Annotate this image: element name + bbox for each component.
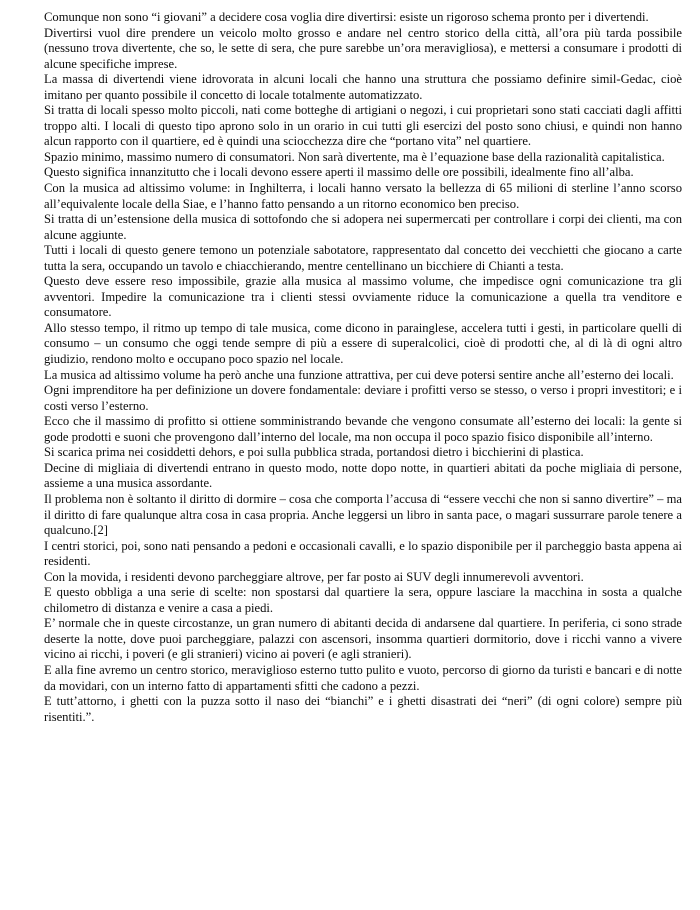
paragraph: I centri storici, poi, sono nati pensando a pedoni e occasionali cavalli, e lo spazio disponibile per il parcheggio basta appena ai residenti. [44,538,682,569]
paragraph: La massa di divertendi viene idrovorata in alcuni locali che hanno una struttura che possiamo definire simil-Gedac, cioè imitano per quanto possibile il concetto di locale totalmente automatizzato. [44,72,682,102]
paragraph: Comunque non sono “i giovani” a decidere cosa voglia dire divertirsi: esiste un rigoroso schema pronto per i divertendi. [44,10,649,24]
paragraph: E alla fine avremo un centro storico, meraviglioso esterno tutto pulito e vuoto, percorso di giorno da turisti e bancari e di notte da movidari, con un interno fatto di appartamenti sfitti che cadono a pezzi. [44,662,682,693]
paragraph: Ogni imprenditore ha per definizione un dovere fondamentale: deviare i profitti verso se stesso, o verso i propri investitori; e i costi verso l’esterno. [44,383,682,413]
paragraph: E tutt’attorno, i ghetti con la puzza sotto il naso dei “bianchi” e i ghetti disastrati dei “neri” (di ogni colore) sempre più risentiti.”. [44,694,682,724]
paragraph: Questo significa innanzitutto che i locali devono essere aperti il massimo delle ore possibili, idealmente fino all’alba. [44,165,634,180]
paragraph: Tutti i locali di questo genere temono un potenziale sabotatore, rappresentato dal concetto dei vecchietti che giocano a carte tutta la sera, occupando un tavolo e chiacchierando, mentre centellinano un bicchiere di Chianti a testa. [44,243,682,273]
paragraph: Si tratta di locali spesso molto piccoli, nati come botteghe di artigiani o negozi, i cui proprietari sono stati cacciati dagli affitti troppo alti. I locali di questo tipo aprono solo in un orario in cui tutti gli esercizi del posto sono chiusi, e quindi non hanno alcun rapporto con il quartiere, ed è quindi una sciocchezza dire che “portano vita” nel quartiere. [44,103,682,149]
paragraph: Con la movida, i residenti devono parcheggiare altrove, per far posto ai SUV degli innumerevoli avventori. [44,569,584,584]
paragraph: Questo deve essere reso impossibile, grazie alla musica al massimo volume, che impedisce ogni comunicazione tra gli avventori. Impedire la comunicazione tra i clienti stessi ovviamente riduce la comunicazione a quella tra venditore e consumatore. [44,274,682,320]
paragraph: Con la musica ad altissimo volume: in Inghilterra, i locali hanno versato la bellezza di 65 milioni di sterline l’anno scorso all’equivalente locale della Siae, e l’hanno fatto pensando a un ritorno economico ben preciso. [44,181,682,211]
paragraph: Spazio minimo, massimo numero di consumatori. Non sarà divertente, ma è l’equazione base della razionalità capitalistica. [44,149,665,164]
paragraph: Allo stesso tempo, il ritmo up tempo di tale musica, come dicono in parainglese, accelera tutti i gesti, in particolare quelli di consumo – un consumo che oggi tende sempre di più a essere di superalcolici, cioè di prodotti che, al di là di ogni altro giudizio, rendono molto e occupano poco spazio nel locale. [44,320,682,367]
document-body [44,10,682,725]
paragraph: Si scarica prima nei cosiddetti dehors, e poi sulla pubblica strada, portandosi dietro i bicchierini di plastica. [44,445,584,460]
paragraph: E questo obbliga a una serie di scelte: non spostarsi dal quartiere la sera, oppure lasciare la macchina in sosta a qualche chilometro di distanza e venire a casa a piedi. [44,585,682,615]
paragraph: Decine di migliaia di divertendi entrano in questo modo, notte dopo notte, in quartieri abitati da poche migliaia di persone, assieme a una musica assordante. [44,460,682,491]
paragraph: Si tratta di un’estensione della musica di sottofondo che si adopera nei supermercati per controllare i corpi dei clienti, ma con alcune aggiunte. [44,212,682,242]
paragraph: Ecco che il massimo di profitto si ottiene somministrando bevande che vengono consumate all’esterno dei locali: la gente si gode prodotti e suoni che provengono dall’interno del locale, ma non occupa il poco spazio fisico disponibile all’interno. [44,414,682,444]
paragraph: E’ normale che in queste circostanze, un gran numero di abitanti decida di andarsene dal quartiere. In periferia, ci sono strade deserte la notte, dove puoi parcheggiare, palazzi con ascensori, insomma quartieri dormitorio, dove i ricchi vanno a vivere vicino ai ricchi, i poveri (e gli stranieri) vicino ai poveri (e agli stranieri). [44,616,682,662]
paragraph: La musica ad altissimo volume ha però anche una funzione attrattiva, per cui deve potersi sentire anche all’esterno dei locali. [44,367,674,382]
paragraph: Divertirsi vuol dire prendere un veicolo molto grosso e andare nel centro storico della città, all’ora più tarda possibile (nessuno trova divertente, che so, le sette di sera, che pure sarebbe un’ora meravigliosa), e mettersi a consumare i prodotti di alcune specifiche imprese. [44,25,682,71]
paragraph: Il problema non è soltanto il diritto di dormire – cosa che comporta l’accusa di “essere vecchi che non si sanno divertire” – ma il diritto di fare qualunque altra cosa in casa propria. Anche leggersi un libro in santa pace, o magari sussurrare parole tenere a qualcuno.[2] [44,491,682,538]
